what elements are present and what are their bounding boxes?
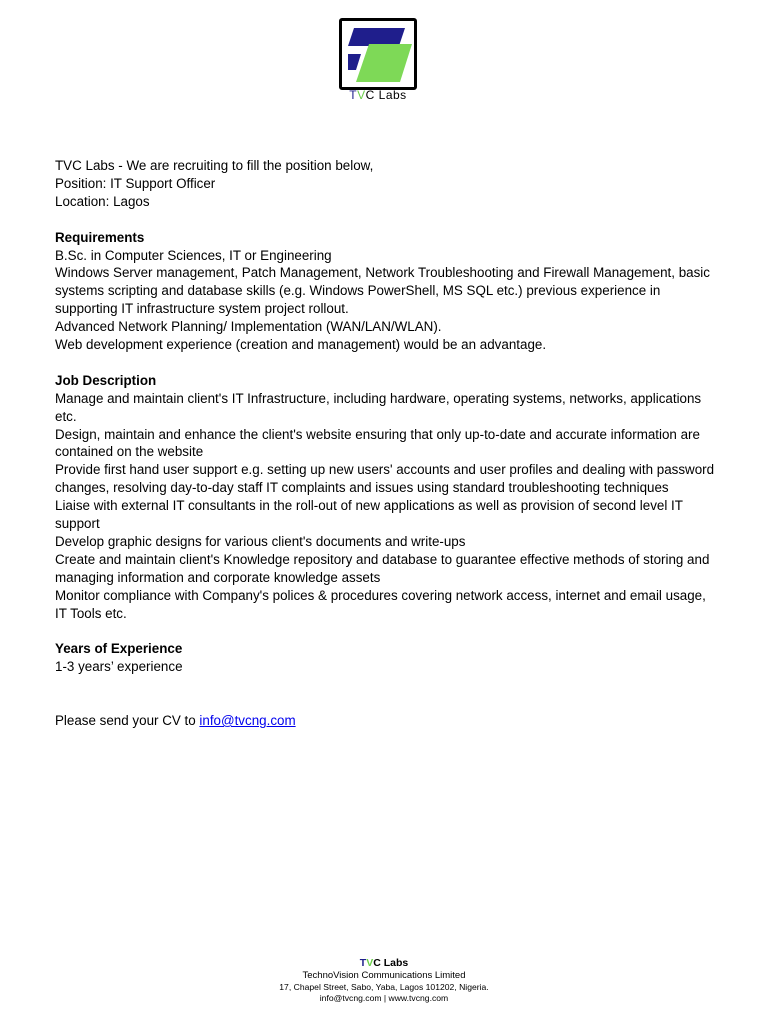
experience-value: 1-3 years’ experience xyxy=(55,659,183,675)
cv-instruction xyxy=(55,712,715,730)
duty-item: Design, maintain and enhance the client's website ensuring that only up-to-date and accurate information are contained on the website xyxy=(55,426,700,460)
duty-item: Manage and maintain client's IT Infrastructure, including hardware, operating systems, networks, applications etc. xyxy=(55,390,702,424)
footer-company: TechnoVision Communications Limited xyxy=(302,970,466,981)
logo-wordmark xyxy=(339,88,417,102)
requirement-item: Windows Server management, Patch Management, Network Troubleshooting and Firewall Management, basic systems scripting and database skills (e.g. Windows PowerShell, MS SQL etc.) previous experience in supporting IT infrastructure system project rollout. xyxy=(55,265,710,317)
logo-green-shape xyxy=(356,44,412,82)
requirement-item: Advanced Network Planning/ Implementation (WAN/LAN/WLAN). xyxy=(55,319,442,335)
position-line: Position: IT Support Officer xyxy=(55,175,216,191)
footer-brand xyxy=(0,957,768,970)
footer-brand-letter-t: T xyxy=(359,957,367,969)
logo-blue-shape xyxy=(348,28,405,46)
footer-brand-letter-v: V xyxy=(366,957,374,969)
footer-address: 17, Chapel Street, Sabo, Yaba, Lagos 101202, Nigeria. xyxy=(279,982,489,992)
requirement-item: Web development experience (creation and management) would be an advantage. xyxy=(55,337,547,353)
logo-mark xyxy=(339,18,417,90)
logo-mark-shapes xyxy=(342,21,414,87)
duty-item: Provide first hand user support e.g. setting up new users' accounts and user profiles and dealing with password changes, resolving day-to-day staff IT complaints and issues using standard troubleshooting techniques xyxy=(55,462,715,496)
logo-blue-shape-lower xyxy=(348,54,361,70)
job-posting-body xyxy=(55,157,715,730)
tvc-labs-logo xyxy=(339,18,417,104)
duty-item: Liaise with external IT consultants in the roll-out of new applications as well as provision of second level IT support xyxy=(55,498,683,532)
logo-text-rest: C Labs xyxy=(365,88,407,102)
footer-brand-rest: C Labs xyxy=(373,957,409,969)
logo-letter-t: T xyxy=(349,88,358,102)
email-link[interactable]: info@tvcng.com xyxy=(199,713,296,729)
footer xyxy=(0,957,768,1004)
duty-item: Develop graphic designs for various client's documents and write-ups xyxy=(55,534,466,549)
experience-heading: Years of Experience xyxy=(55,641,183,657)
job-description-heading: Job Description xyxy=(55,372,157,388)
location-line: Location: Lagos xyxy=(55,193,150,209)
logo-letter-v: V xyxy=(357,88,366,102)
duty-item: Monitor compliance with Company's polices & procedures covering network access, internet and email usage, IT Tools etc. xyxy=(55,587,706,621)
requirement-item: B.Sc. in Computer Sciences, IT or Engineering xyxy=(55,247,332,263)
intro-line: TVC Labs - We are recruiting to fill the position below, xyxy=(55,158,374,173)
requirements-heading: Requirements xyxy=(55,229,145,245)
footer-contact: info@tvcng.com | www.tvcng.com xyxy=(319,993,449,1003)
duty-item: Create and maintain client's Knowledge repository and database to guarantee effective methods of storing and managing information and corporate knowledge assets xyxy=(55,551,710,585)
cv-instruction-text: Please send your CV to xyxy=(55,713,200,729)
